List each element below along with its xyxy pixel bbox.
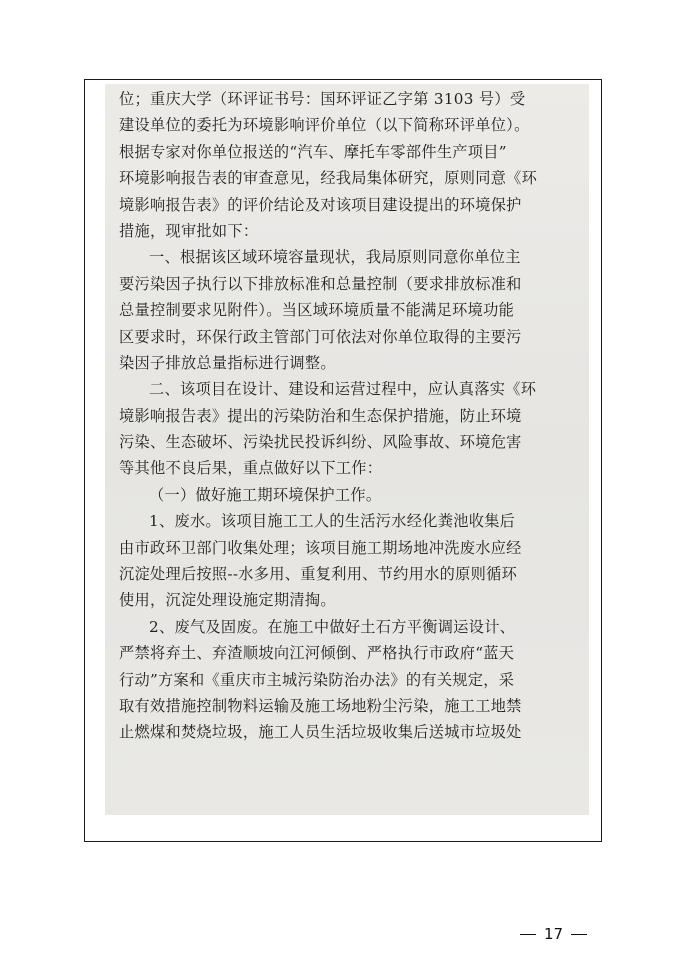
document-line: 严禁将弃土、弃渣顺坡向江河倾倒、严格执行市政府“蓝天 [119, 644, 515, 663]
document-line: 2、废气及固废。在施工中做好土石方平衡调运设计、 [149, 617, 516, 636]
document-line: 境影响报告表》的评价结论及对该项目建设提出的环境保护 [119, 195, 522, 214]
document-line: 1、废水。该项目施工工人的生活污水经化粪池收集后 [149, 512, 516, 531]
document-line: 污染、生态破坏、污染扰民投诉纠纷、风险事故、环境危害 [119, 433, 522, 452]
document-line: 染因子排放总量指标进行调整。 [119, 353, 336, 372]
document-line: 区要求时，环保行政主管部门可依法对你单位取得的主要污 [119, 327, 522, 346]
document-line: 要污染因子执行以下排放标准和总量控制（要求排放标准和 [119, 274, 522, 293]
page-footer [512, 925, 595, 943]
document-body-text [119, 86, 575, 746]
document-line: 境影响报告表》提出的污染防治和生态保护措施，防止环境 [119, 406, 522, 425]
document-line: 环境影响报告表的审查意见，经我局集体研究，原则同意《环 [119, 169, 538, 188]
document-line: 取有效措施控制物料运输及施工场地粉尘污染，施工工地禁 [119, 696, 522, 715]
document-line: 沉淀处理后按照--水多用、重复利用、节约用水的原则循环 [119, 565, 518, 584]
document-line: 位；重庆大学（环评证书号：国环评证乙字第 3103 号）受 [119, 90, 526, 108]
document-line: 总量控制要求见附件）。当区域环境质量不能满足环境功能 [119, 301, 515, 320]
document-line: 行动”方案和《重庆市主城污染防治办法》的有关规定，采 [119, 670, 515, 689]
document-line: 建设单位的委托为环境影响评价单位（以下简称环评单位）。 [119, 116, 530, 135]
document-line: 一、根据该区域环境容量现状，我局原则同意你单位主 [149, 248, 521, 267]
page-frame [84, 79, 602, 842]
document-line: 等其他不良后果，重点做好以下工作： [119, 459, 383, 478]
footer-dash-right [571, 934, 587, 935]
page-number: 17 [544, 925, 564, 943]
document-line: 措施，现审批如下： [119, 221, 259, 240]
document-line: 止燃煤和焚烧垃圾，施工人员生活垃圾收集后送城市垃圾处 [119, 723, 522, 742]
document-line: 二、该项目在设计、建设和运营过程中，应认真落实《环 [149, 380, 537, 399]
document-line: 使用，沉淀处理设施定期清掏。 [119, 591, 336, 610]
document-line: （一）做好施工期环境保护工作。 [149, 485, 382, 504]
document-line: 根据专家对你单位报送的“汽车、摩托车零部件生产项目” [119, 142, 507, 161]
scanned-document-image [105, 84, 589, 815]
footer-dash-left [520, 934, 536, 935]
document-line: 由市政环卫部门收集处理；该项目施工期场地冲洗废水应经 [119, 538, 522, 557]
